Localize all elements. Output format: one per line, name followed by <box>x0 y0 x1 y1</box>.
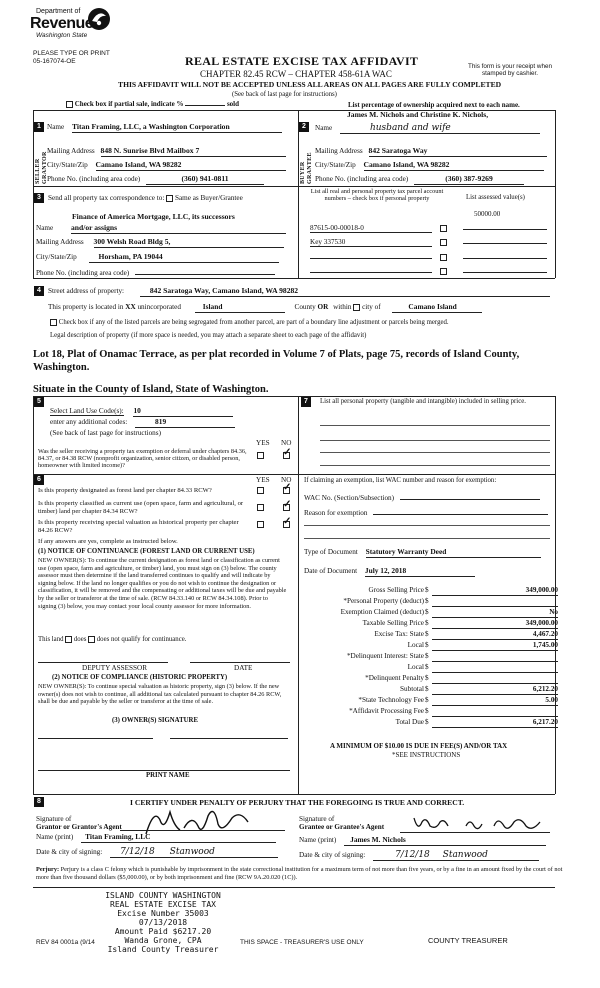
legal-label: Legal description of property (if more space is needed, you may attach a separate sheet to each page of the affidavit) <box>50 332 367 339</box>
land-use-code-row: Select Land Use Code(s): 10 <box>50 407 233 417</box>
seller-city[interactable]: Camano Island, WA 98282 <box>96 161 286 171</box>
delinquent-penalty[interactable] <box>432 674 558 684</box>
notice2-body: NEW OWNER(S): To continue special valuation as historic property, sign (3) below. If the new owner(s) does not wish to continue, all additional tax calculated pursuant to chapter 84.26 RCW, shall be due and payable by the seller or transferor at the time of sale. <box>38 683 282 706</box>
personal-property-line[interactable] <box>320 440 550 441</box>
buyer-addr[interactable]: 842 Saratoga Way <box>369 147 547 157</box>
seller-addr[interactable]: 848 N. Sunrise Blvd Mailbox 7 <box>101 147 286 157</box>
excise-tax-state[interactable]: 4,467.20 <box>432 630 558 640</box>
reason-row: Reason for exemption <box>304 507 548 517</box>
calc-row: Subtotal $ 6,212.20 <box>400 685 558 693</box>
exempt-no-check-icon: ✓ <box>283 447 292 458</box>
section-2-badge: 2 <box>299 122 309 132</box>
seller-name[interactable]: Titan Framing, LLC, a Washington Corporation <box>72 123 282 133</box>
dept-line1: Department of <box>36 8 81 15</box>
city-of-checkbox[interactable] <box>353 304 360 311</box>
seller-phone[interactable]: (360) 941-0811 <box>146 175 264 185</box>
personal-property-checkbox[interactable] <box>440 268 447 275</box>
forest-no: NO <box>281 476 292 484</box>
land-use-see-back: (See back of last page for instructions) <box>50 429 161 437</box>
grantor-date-city[interactable]: 7/12/18 Stanwood <box>110 847 278 858</box>
calc-row: Excise Tax: State $ 4,467.20 <box>374 630 558 638</box>
personal-property-checkbox[interactable] <box>440 239 447 246</box>
notice1-title: (1) NOTICE OF CONTINUANCE (FOREST LAND OR CURRENT USE) <box>38 548 255 555</box>
land-use-code[interactable]: 10 <box>133 407 233 417</box>
exemption-reason[interactable] <box>373 507 548 515</box>
buyer-phone[interactable]: (360) 387-9269 <box>414 175 524 185</box>
taxable-selling-price[interactable]: 349,000.00 <box>432 619 558 629</box>
section-7-badge: 7 <box>301 397 311 407</box>
tax-corr-intro: Send all property tax correspondence to: Same as Buyer/Grantee <box>48 194 243 202</box>
street-address[interactable]: 842 Saratoga Way, Camano Island, WA 98282 <box>140 287 550 297</box>
buyer-addr-row: Mailing Address 842 Saratoga Way <box>315 147 551 157</box>
treasurer-stamp: ISLAND COUNTY WASHINGTON REAL ESTATE EXCISE TAX Excise Number 35003 07/13/2018 Amount Paid $6217.20 Wanda Grone, CPA Island County Treasurer <box>105 891 221 954</box>
grantor-name-row: Name (print) Titan Framing, LLC <box>36 833 276 843</box>
buyer-name-hand[interactable]: husband and wife <box>340 123 540 134</box>
dor-logo <box>30 6 115 48</box>
parcel-number[interactable] <box>310 265 432 273</box>
assessed-value[interactable] <box>463 251 547 259</box>
excise-tax-local[interactable]: 1,745.00 <box>432 641 558 651</box>
seller-side-label: SELLER GRANTOR <box>35 151 48 184</box>
seller-phone-row: Phone No. (including area code) (360) 941-0811 <box>47 175 295 185</box>
owner-signature-label: (3) OWNER(S) SIGNATURE <box>112 717 198 724</box>
land-use-no: NO <box>281 439 292 447</box>
tax-corr-name-line2[interactable]: and/or assigns <box>71 224 286 234</box>
see-back-header: (See back of last page for instructions) <box>232 91 337 98</box>
partial-sale-pct[interactable] <box>185 105 225 106</box>
notice2-title: (2) NOTICE OF COMPLIANCE (HISTORIC PROPERTY) <box>52 674 228 681</box>
parcel-number[interactable]: 87615-00-00018-0 <box>310 224 432 233</box>
parcel-number[interactable] <box>310 251 432 259</box>
grantee-sig-label: Signature of Grantee or Grantee's Agent <box>299 815 385 832</box>
personal-property-line[interactable] <box>320 425 550 426</box>
personal-property-line[interactable] <box>320 465 550 466</box>
this-land-row: This land does does not qualify for continuance. <box>38 636 187 644</box>
tax-corr-addr[interactable]: 300 Welsh Road Bldg 5, <box>94 238 284 248</box>
see-instructions: *SEE INSTRUCTIONS <box>392 751 461 759</box>
assessed-value[interactable] <box>463 236 547 244</box>
deputy-assessor-label: DEPUTY ASSESSOR <box>82 664 148 672</box>
county-name[interactable]: Island <box>195 303 285 313</box>
tax-corr-city[interactable]: Horsham, PA 19044 <box>89 253 279 263</box>
seller-city-row: City/State/Zip Camano Island, WA 98282 <box>47 161 295 171</box>
dept-state: Washington State <box>36 32 88 39</box>
wac-row: WAC No. (Section/Subsection) <box>304 492 540 502</box>
seller-name-row: Name Titan Framing, LLC, a Washington Corporation <box>47 123 295 133</box>
if-yes-note: If any answers are yes, complete as instructed below. <box>38 538 178 545</box>
legal-description-2[interactable]: Situate in the County of Island, State of Washington. <box>33 384 269 395</box>
legal-description-1[interactable]: Lot 18, Plat of Onamac Terrace, as per plat recorded in Volume 7 of Plats, page 75, records of Island County, Washington. <box>33 349 520 373</box>
grantor-sig-label: Signature of Grantor or Grantor's Agent <box>36 815 122 832</box>
parcel-number[interactable]: Key 337530 <box>310 238 432 247</box>
receipt-note: This form is your receipt when stamped by cashier. <box>468 63 552 78</box>
treasurer-space: THIS SPACE - TREASURER'S USE ONLY <box>240 939 364 946</box>
grantee-date-city[interactable]: 7/12/18 Stanwood <box>373 850 539 861</box>
assessed-header: List assessed value(s) <box>466 194 525 201</box>
q2-no-check-icon: ✓ <box>283 499 292 510</box>
section-8-badge: 8 <box>34 797 44 807</box>
dept-name: Revenue <box>30 15 94 32</box>
please-type: PLEASE TYPE OR PRINT <box>33 50 110 57</box>
tax-corr-city-row: City/State/Zip Horsham, PA 19044 <box>36 253 294 263</box>
buyer-city-row: City/State/Zip Camano Island, WA 98282 <box>315 161 551 171</box>
personal-property-checkbox[interactable] <box>440 254 447 261</box>
does-checkbox[interactable] <box>65 636 72 643</box>
calc-row: Taxable Selling Price $ 349,000.00 <box>362 619 558 627</box>
q2-yes-checkbox[interactable] <box>257 504 264 511</box>
city-name[interactable]: Camano Island <box>392 303 482 313</box>
wac-number[interactable] <box>400 492 540 500</box>
certify-statement: I CERTIFY UNDER PENALTY OF PERJURY THAT THE FOREGOING IS TRUE AND CORRECT. <box>130 798 465 807</box>
reason-line[interactable] <box>304 525 550 526</box>
doc-type-row: Type of Document Statutory Warranty Deed <box>304 548 541 558</box>
tax-corr-name-row: Name and/or assigns <box>36 224 294 234</box>
partial-sale-row: Check box if partial sale, indicate % sold <box>66 100 239 108</box>
parcel-row-1 <box>310 222 550 233</box>
buyer-side-label: BUYER GRANTEE <box>300 152 313 184</box>
buyer-phone-row: Phone No. (including area code) (360) 387-9269 <box>315 175 551 185</box>
print-name-label: PRINT NAME <box>146 772 190 779</box>
section-1-badge: 1 <box>34 122 44 132</box>
tax-corr-phone[interactable] <box>135 267 275 275</box>
q1-yes-checkbox[interactable] <box>257 487 264 494</box>
parcel-row-4 <box>310 265 550 275</box>
tax-corr-addr-row: Mailing Address 300 Welsh Road Bldg 5, <box>36 238 294 248</box>
wac-intro: If claiming an exemption, list WAC number and reason for exemption: <box>304 477 497 484</box>
grantee-date-row: Date & city of signing: 7/12/18 Stanwood <box>299 850 539 861</box>
tax-corr-phone-row: Phone No. (including area code) <box>36 267 294 277</box>
q3-no-check-icon: ✓ <box>283 516 292 527</box>
exemption-claimed[interactable]: No <box>432 608 558 618</box>
forest-q2: Is this property classified as current use (open space, farm and agricultural, or timber) land per chapter 84.34 RCW? <box>38 500 244 515</box>
segregated-row: Check box if any of the listed parcels are being segregated from another parcel, are part of a boundary line adjustment or parcels being merged. <box>50 318 555 327</box>
does-not-checkbox[interactable] <box>88 636 95 643</box>
q3-yes-checkbox[interactable] <box>257 521 264 528</box>
exempt-question: Was the seller receiving a property tax exemption or deferral under chapters 84.36, 84.37, or 84.38 RCW (nonprofit organization, senior citizen, or disabled person, homeowner with limited income)? <box>38 448 247 470</box>
doc-type[interactable]: Statutory Warranty Deed <box>366 548 541 558</box>
parcel-row-2 <box>310 236 550 247</box>
gross-selling-price[interactable]: 349,000.00 <box>432 586 558 596</box>
forest-q3: Is this property receiving special valuation as historical property per chapter 84.26 RCW? <box>38 519 239 534</box>
rev-code: REV 84 0001a (9/14 <box>36 939 95 946</box>
seller-addr-row: Mailing Address 848 N. Sunrise Blvd Mailbox 7 <box>47 147 295 157</box>
delinquent-interest-local[interactable] <box>432 663 558 673</box>
personal-property-label: List all personal property (tangible and intangible) included in selling price. <box>320 398 526 405</box>
additional-codes-row: enter any additional codes: 819 <box>50 418 235 428</box>
grantee-print-name[interactable]: James M. Nichols <box>344 836 546 846</box>
list-pct-note: List percentage of ownership acquired next to each name. <box>348 101 520 109</box>
exempt-yes-checkbox[interactable] <box>257 452 264 459</box>
tax-corr-name-line1[interactable]: Finance of America Mortgage, LLC, its successors <box>72 212 235 221</box>
section-3-badge: 3 <box>34 193 44 203</box>
section-5-badge: 5 <box>34 397 44 407</box>
form-code: 05-167074-OE <box>33 58 76 65</box>
calc-row: Local $ <box>306 663 556 674</box>
calc-row: Exemption Claimed (deduct) $ No <box>340 608 558 616</box>
section-6-badge: 6 <box>34 475 44 485</box>
segregated-checkbox[interactable] <box>50 319 57 326</box>
street-row: Street address of property: 842 Saratoga Way, Camano Island, WA 98282 <box>48 287 553 297</box>
grantor-date-row: Date & city of signing: 7/12/18 Stanwood <box>36 847 278 858</box>
partial-sale-checkbox[interactable] <box>66 101 73 108</box>
q1-no-check-icon: ✓ <box>283 482 292 493</box>
forest-yes: YES <box>256 476 270 484</box>
calc-row: *State Technology Fee $ 5.00 <box>358 696 558 704</box>
buyer-name-typed[interactable]: James M. Nichols and Christine K. Nichols, <box>347 110 489 119</box>
calc-row: *Delinquent Penalty $ <box>306 674 556 685</box>
forest-q1: Is this property designated as forest land per chapter 84.33 RCW? <box>38 487 212 494</box>
calc-row: *Personal Property (deduct) $ <box>306 597 556 608</box>
located-row: This property is located in XX unincorporated Island County OR within city of Camano Island <box>48 303 553 313</box>
doc-date-row: Date of Document July 12, 2018 <box>304 567 475 577</box>
doc-date[interactable]: July 12, 2018 <box>365 567 475 577</box>
parcels-header: List all real and personal property tax parcel account numbers – check box if personal property <box>310 188 444 203</box>
delinquent-interest-state[interactable] <box>432 652 558 662</box>
calc-row: *Affidavit Processing Fee $ <box>306 707 556 718</box>
personal-property-checkbox[interactable] <box>440 225 447 232</box>
subtotal[interactable]: 6,212.20 <box>432 685 558 695</box>
county-treasurer: COUNTY TREASURER <box>428 936 508 945</box>
assessed-value[interactable] <box>463 265 547 273</box>
calc-row: *Delinquent Interest: State $ <box>306 652 556 663</box>
buyer-city[interactable]: Camano Island, WA 98282 <box>364 161 544 171</box>
form-title: REAL ESTATE EXCISE TAX AFFIDAVIT <box>185 54 419 68</box>
personal-property-line[interactable] <box>320 452 550 453</box>
assessed-value-1[interactable]: 50000.00 <box>474 210 501 218</box>
minimum-note: A MINIMUM OF $10.00 IS DUE IN FEE(S) AND/OR TAX <box>330 742 508 750</box>
land-use-yes: YES <box>256 439 270 447</box>
calc-row: Gross Selling Price $ 349,000.00 <box>368 586 558 594</box>
deputy-date-label: DATE <box>234 664 253 672</box>
total-due[interactable]: 6,217.20 <box>432 718 558 728</box>
perjury-note: Perjury: Perjury is a class C felony which is punishable by imprisonment in the state correctional institution for a maximum term of not more than five years, or by a fine in an amount fixed by the court of not more than five thousand dollars ($5,000.00), or by both imprisonment and fine (RCW 9A.20.020 (1C)). <box>36 866 563 881</box>
calc-row: Local $ 1,745.00 <box>407 641 558 649</box>
assessed-value[interactable] <box>463 222 547 230</box>
reason-line[interactable] <box>304 538 550 539</box>
notice1-body: NEW OWNER(S): To continue the current designation as forest land or classification as current use (open space, farm and agriculture, or timber) land, you must sign on (3) below. The county assessor must then determine if the land transferred continues to qualify and will indicate by signing below. If the land no longer qualifies or you do not wish to continue the designation or classification, it will be removed and the compensating or additional taxes will be due and payable by the seller or transferor at the time of sale. (RCW 84.33.140 or RCW 84.34.108). Prior to signing (3) below, you may contact your local county assessor for more information. <box>38 557 287 610</box>
same-as-buyer-checkbox[interactable] <box>166 195 173 202</box>
form-chapter: CHAPTER 82.45 RCW – CHAPTER 458-61A WAC <box>200 69 392 79</box>
grantor-print-name[interactable]: Titan Framing, LLC <box>81 833 276 843</box>
state-technology-fee[interactable]: 5.00 <box>432 696 558 706</box>
additional-code[interactable]: 819 <box>135 418 235 428</box>
grantee-name-row: Name (print) James M. Nichols <box>299 836 546 846</box>
warning: THIS AFFIDAVIT WILL NOT BE ACCEPTED UNLESS ALL AREAS ON ALL PAGES ARE FULLY COMPLETED <box>118 80 502 89</box>
personal-property-deduct[interactable] <box>432 597 558 607</box>
calc-row: Total Due $ 6,217.20 <box>395 718 558 726</box>
section-4-badge: 4 <box>34 286 44 296</box>
buyer-name-row: Name husband and wife <box>315 123 551 134</box>
affidavit-processing-fee[interactable] <box>432 707 558 717</box>
parcel-row-3 <box>310 251 550 261</box>
